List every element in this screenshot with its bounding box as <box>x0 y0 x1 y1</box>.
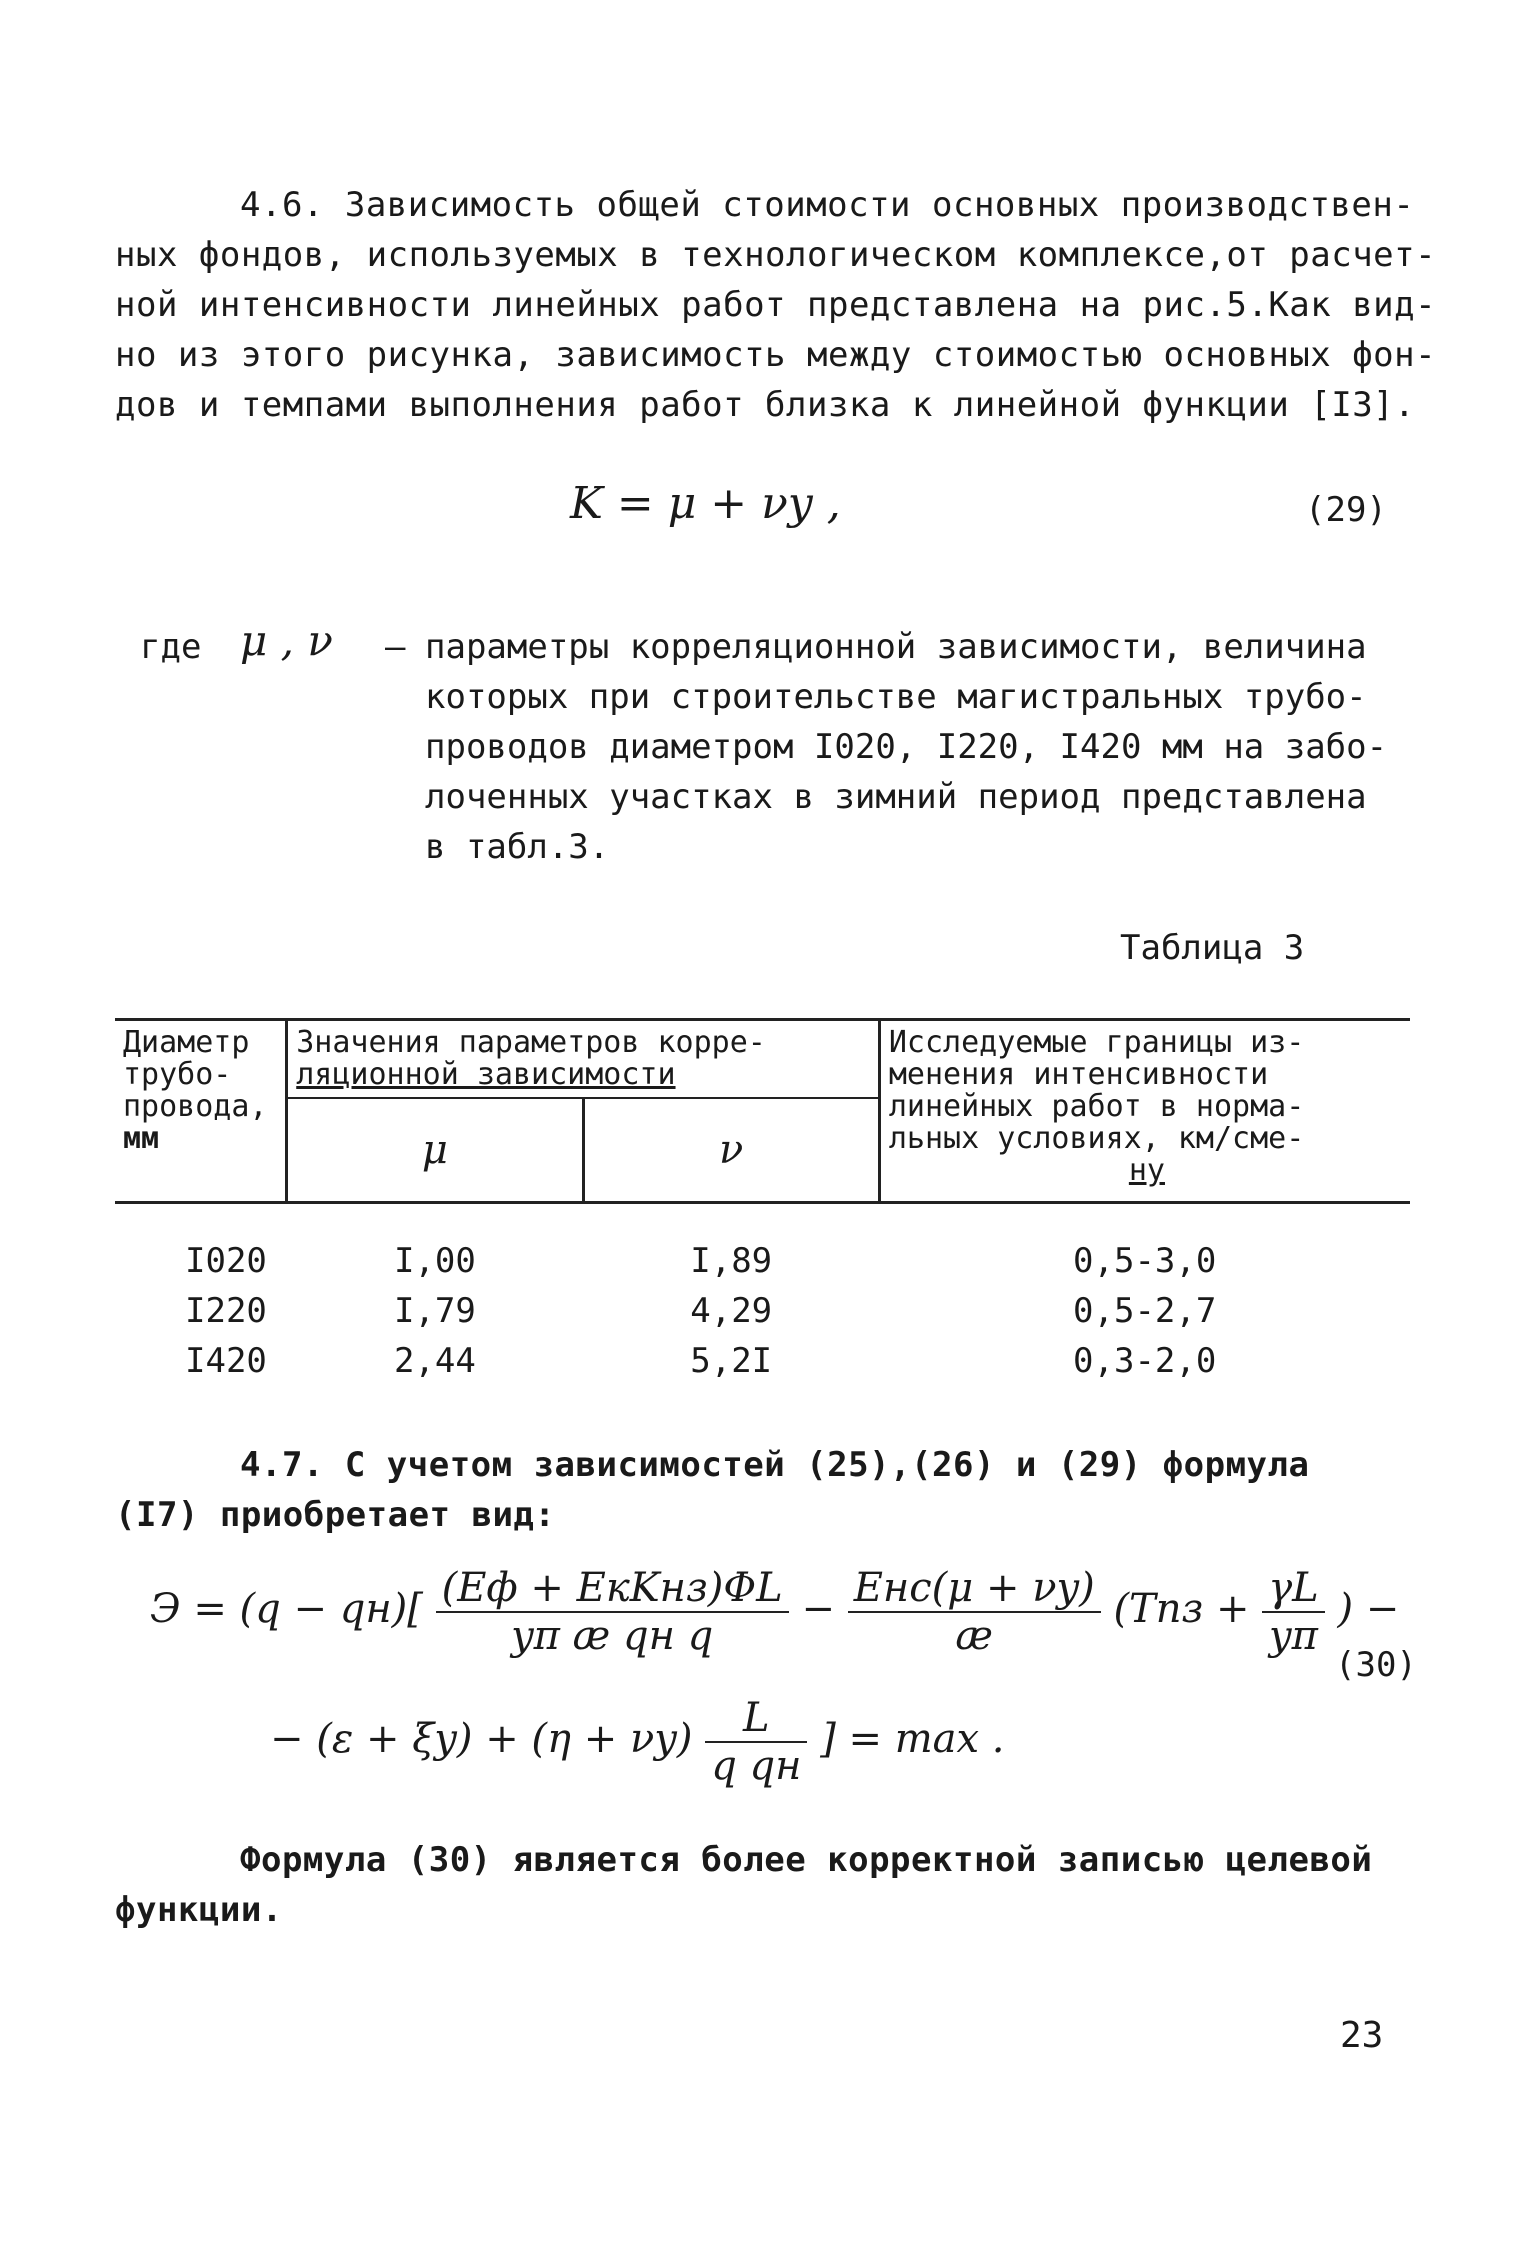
formula-paren-close: ) − <box>1337 1586 1400 1632</box>
fraction-denominator: q qн <box>711 1743 802 1789</box>
formula-29: K = μ + νy , <box>570 478 841 529</box>
cell-mu: I,79 <box>393 1291 476 1331</box>
cell-nu: I,89 <box>690 1241 773 1281</box>
paragraph-line: но из этого рисунка, зависимость между стоимостью основных фон- <box>115 335 1437 375</box>
fraction-term-4 <box>705 1695 807 1789</box>
fraction-denominator: yπ æ qн q <box>511 1613 714 1659</box>
header-line: менения интенсивности <box>888 1057 1269 1092</box>
cell-nu: 4,29 <box>690 1291 773 1331</box>
header-line: Исследуемые границы из- <box>888 1025 1305 1060</box>
header-line: трубо- <box>123 1057 232 1092</box>
formula-paren-open: (Tпз + <box>1113 1586 1250 1632</box>
fraction-numerator: L <box>705 1695 807 1743</box>
cell-range: 0,3-2,0 <box>1073 1341 1217 1381</box>
cell-diameter: I220 <box>185 1291 267 1331</box>
fraction-term-1 <box>436 1565 789 1659</box>
table-row <box>115 1336 1410 1386</box>
column-header-range <box>879 1020 1410 1203</box>
table-3 <box>115 1018 1410 1386</box>
paragraph-line: Формула (30) является более корректной записью целевой <box>240 1840 1373 1880</box>
fraction-denominator: æ <box>955 1613 994 1659</box>
header-line: Значения параметров корре- <box>296 1025 766 1060</box>
column-header-diameter <box>115 1020 287 1203</box>
page-number: 23 <box>1340 2015 1384 2056</box>
section-4-6-paragraph <box>115 180 1436 430</box>
equation-number-30: (30) <box>1335 1645 1417 1685</box>
table-row <box>115 1286 1410 1336</box>
fraction-numerator: (Eф + EкKнз)ΦL <box>436 1565 789 1613</box>
formula-30-line-2 <box>270 1695 1005 1789</box>
conclusion-paragraph <box>115 1835 1372 1935</box>
formula-minus: − <box>801 1586 835 1632</box>
fraction-term-3 <box>1262 1565 1324 1659</box>
cell-nu: 5,2I <box>690 1341 773 1381</box>
header-line: мм <box>123 1121 160 1156</box>
where-line: проводов диаметром I020, I220, I420 мм на забо- <box>425 727 1388 767</box>
column-header-mu: μ <box>287 1098 583 1203</box>
fraction-term-2 <box>848 1565 1101 1659</box>
formula-line2-end: ] = max . <box>820 1716 1005 1762</box>
paragraph-line: ной интенсивности линейных работ представлена на рис.5.Как вид- <box>115 285 1437 325</box>
cell-range: 0,5-3,0 <box>1073 1241 1217 1281</box>
header-line: ну <box>1128 1153 1165 1188</box>
fraction-numerator: γL <box>1262 1565 1324 1613</box>
column-header-parameters <box>287 1020 880 1099</box>
paragraph-line: 4.6. Зависимость общей стоимости основных производствен- <box>240 185 1415 225</box>
paragraph-line: 4.7. С учетом зависимостей (25),(26) и (29) формула <box>240 1445 1310 1485</box>
cell-mu: 2,44 <box>393 1341 476 1381</box>
cell-range: 0,5-2,7 <box>1073 1291 1217 1331</box>
formula-30-line-1 <box>150 1565 1399 1659</box>
where-symbols: μ , ν <box>240 616 333 665</box>
where-line: в табл.3. <box>425 827 610 867</box>
header-line: Диаметр <box>123 1025 250 1060</box>
cell-diameter: I420 <box>185 1341 267 1381</box>
cell-mu: I,00 <box>393 1241 476 1281</box>
fraction-denominator: yπ <box>1269 1613 1318 1659</box>
paragraph-line: дов и темпами выполнения работ близка к линейной функции [I3]. <box>115 385 1416 425</box>
cell-diameter: I020 <box>185 1241 267 1281</box>
header-line: ляционной зависимости <box>296 1057 676 1092</box>
header-line: провода, <box>123 1089 268 1124</box>
equation-number-29: (29) <box>1305 490 1387 530</box>
header-line: линейных работ в норма- <box>888 1089 1305 1124</box>
section-4-7-paragraph <box>115 1440 1309 1540</box>
where-line: параметры корреляционной зависимости, величина <box>425 627 1367 667</box>
table-caption: Таблица 3 <box>1120 928 1305 968</box>
formula-line2-start: − (ε + ξy) + (η + νy) <box>270 1716 693 1762</box>
column-header-nu: ν <box>583 1098 879 1203</box>
paragraph-line: (I7) приобретает вид: <box>115 1495 556 1535</box>
header-line: льных условиях, км/сме- <box>888 1121 1305 1156</box>
fraction-numerator: Eнс(μ + νy) <box>848 1565 1101 1613</box>
formula-lhs: Э = (q − qн)[ <box>150 1586 423 1632</box>
where-line: лоченных участках в зимний период представлена <box>425 777 1367 817</box>
where-label: где <box>140 627 202 667</box>
table-row <box>115 1236 1410 1286</box>
paragraph-line: ных фондов, используемых в технологическом комплексе,от расчет- <box>115 235 1437 275</box>
where-line: которых при строительстве магистральных трубо- <box>425 677 1367 717</box>
where-dash: – <box>385 627 406 667</box>
paragraph-line: функции. <box>115 1890 283 1930</box>
